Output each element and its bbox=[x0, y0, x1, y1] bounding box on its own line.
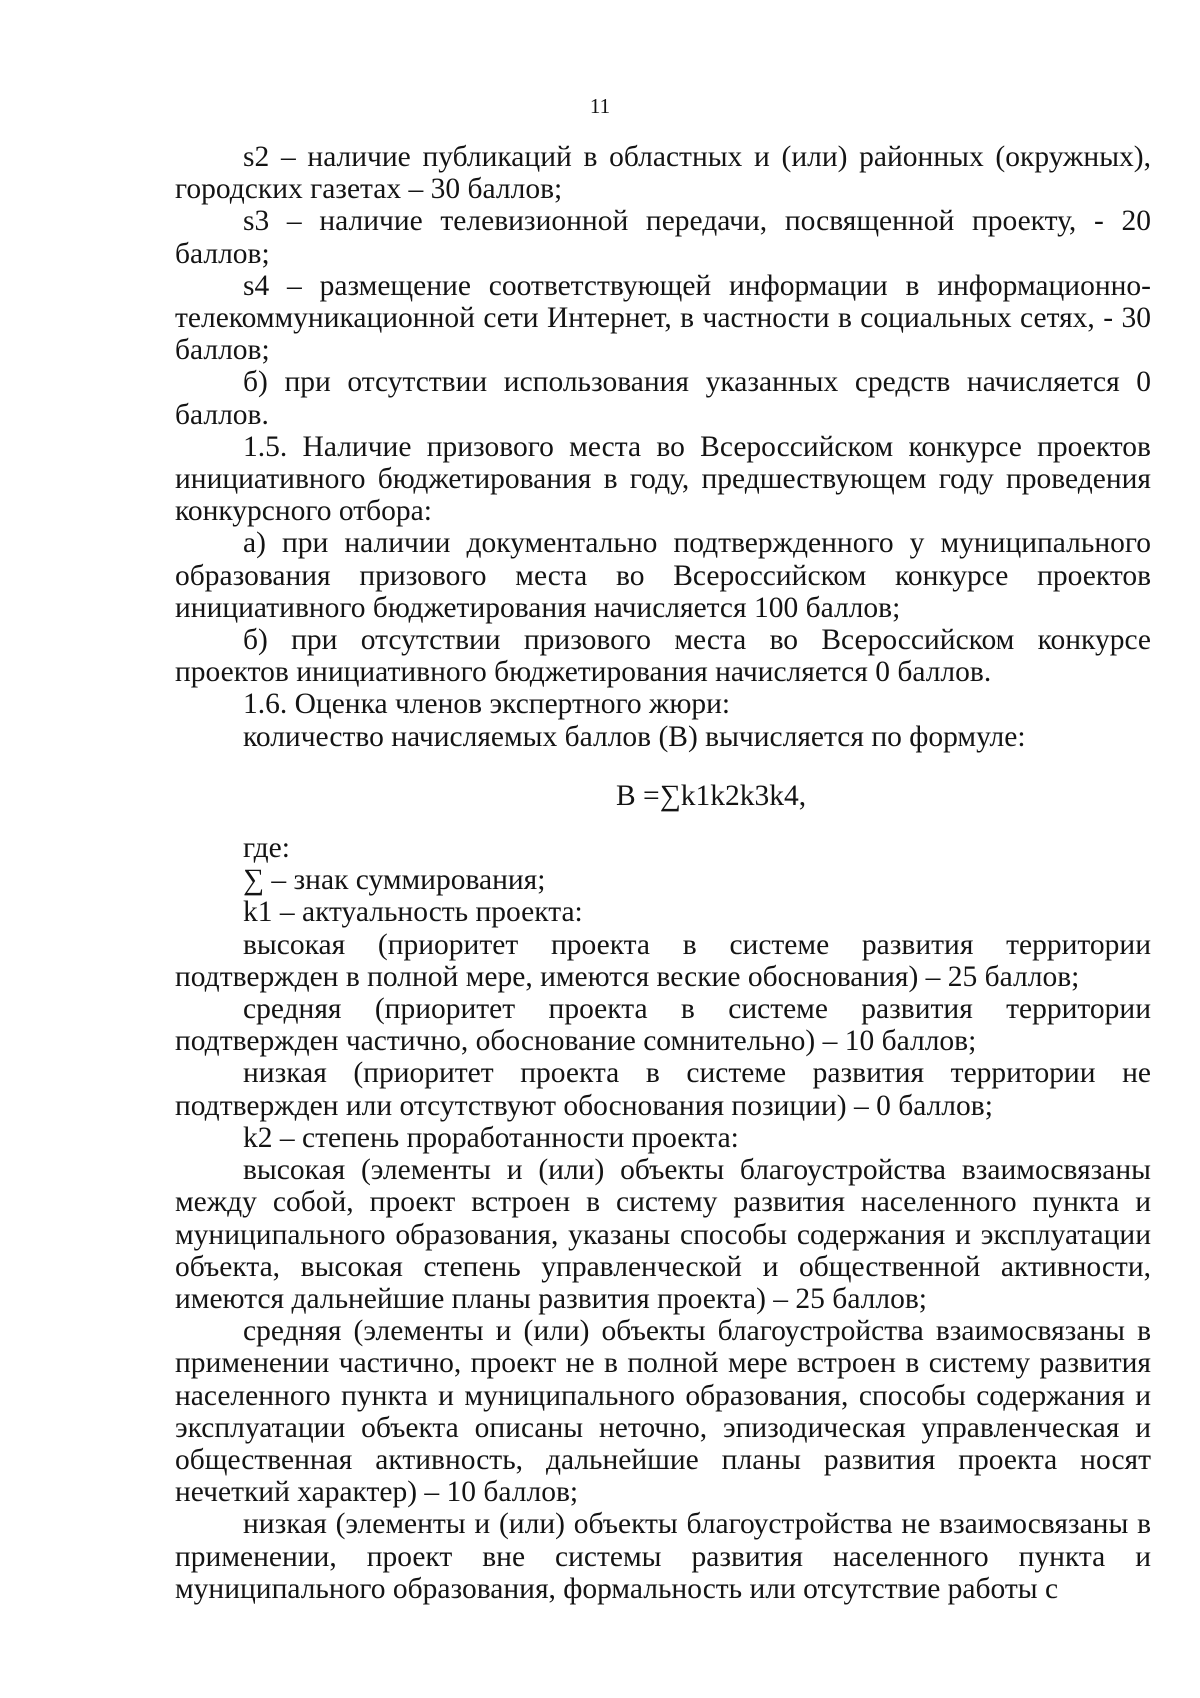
paragraph-k1-high: высокая (приоритет проекта в системе развития территории подтвержден в полной мере, имеются веские обоснования) – 25 баллов; bbox=[175, 928, 1151, 993]
paragraph-k1-low: низкая (приоритет проекта в системе развития территории не подтвержден или отсутствуют обоснования позиции) – 0 баллов; bbox=[175, 1057, 1151, 1122]
paragraph-s2: s2 – наличие публикаций в областных и (или) районных (окружных), городских газетах – 30 баллов; bbox=[175, 141, 1151, 206]
paragraph-k2-high: высокая (элементы и (или) объекты благоустройства взаимосвязаны между собой, проект встроен в систему развития населенного пункта и муниципального образования, указаны способы содержания и эксплуатации объекта, высокая степень управленческой и общественной активности, имеются дальнейшие планы развития проекта) – 25 баллов; bbox=[175, 1154, 1151, 1315]
paragraph-k1-heading: k1 – актуальность проекта: bbox=[243, 896, 583, 929]
paragraph-1-6: 1.6. Оценка членов экспертного жюри: bbox=[243, 688, 731, 721]
paragraph-k1-medium: средняя (приоритет проекта в системе развития территории подтвержден частично, обоснование сомнительно) – 10 баллов; bbox=[175, 993, 1151, 1058]
paragraph-1-5-a: а) при наличии документально подтвержденного у муниципального образования призового места во Всероссийском конкурсе проектов инициативного бюджетирования начисляется 100 баллов; bbox=[175, 527, 1151, 624]
document-body bbox=[175, 141, 1151, 1605]
paragraph-1-4-b: б) при отсутствии использования указанных средств начисляется 0 баллов. bbox=[175, 366, 1151, 431]
paragraph-1-5: 1.5. Наличие призового места во Всероссийском конкурсе проектов инициативного бюджетирования в году, предшествующем году проведения конкурсного отбора: bbox=[175, 430, 1151, 528]
paragraph-formula-intro: количество начисляемых баллов (В) вычисляется по формуле: bbox=[243, 720, 1026, 753]
formula: В =∑k1k2k3k4, bbox=[616, 779, 807, 812]
paragraph-sum-sign: ∑ – знак суммирования; bbox=[243, 864, 546, 897]
paragraph-1-5-b: б) при отсутствии призового места во Всероссийском конкурсе проектов инициативного бюджетирования начисляется 0 баллов. bbox=[175, 624, 1151, 689]
page-number: 11 bbox=[589, 94, 611, 118]
paragraph-k2-medium: средняя (элементы и (или) объекты благоустройства взаимосвязаны в применении частично, проект не в полной мере встроен в систему развития населенного пункта и муниципального образования, способы содержания и эксплуатации объекта описаны неточно, эпизодическая управленческая и общественная активность, дальнейшие планы развития проекта носят нечеткий характер) – 10 баллов; bbox=[175, 1315, 1151, 1509]
paragraph-s3: s3 – наличие телевизионной передачи, посвященной проекту, - 20 баллов; bbox=[175, 205, 1151, 270]
paragraph-k2-heading: k2 – степень проработанности проекта: bbox=[243, 1121, 739, 1154]
paragraph-k2-low: низкая (элементы и (или) объекты благоустройства не взаимосвязаны в применении, проект вне системы развития населенного пункта и муниципального образования, формальность или отсутствие работы с bbox=[175, 1508, 1151, 1605]
paragraph-where: где: bbox=[243, 832, 290, 865]
paragraph-s4: s4 – размещение соответствующей информации в информационно-телекоммуникационной сети Интернет, в частности в социальных сетях, - 30 баллов; bbox=[175, 269, 1151, 367]
